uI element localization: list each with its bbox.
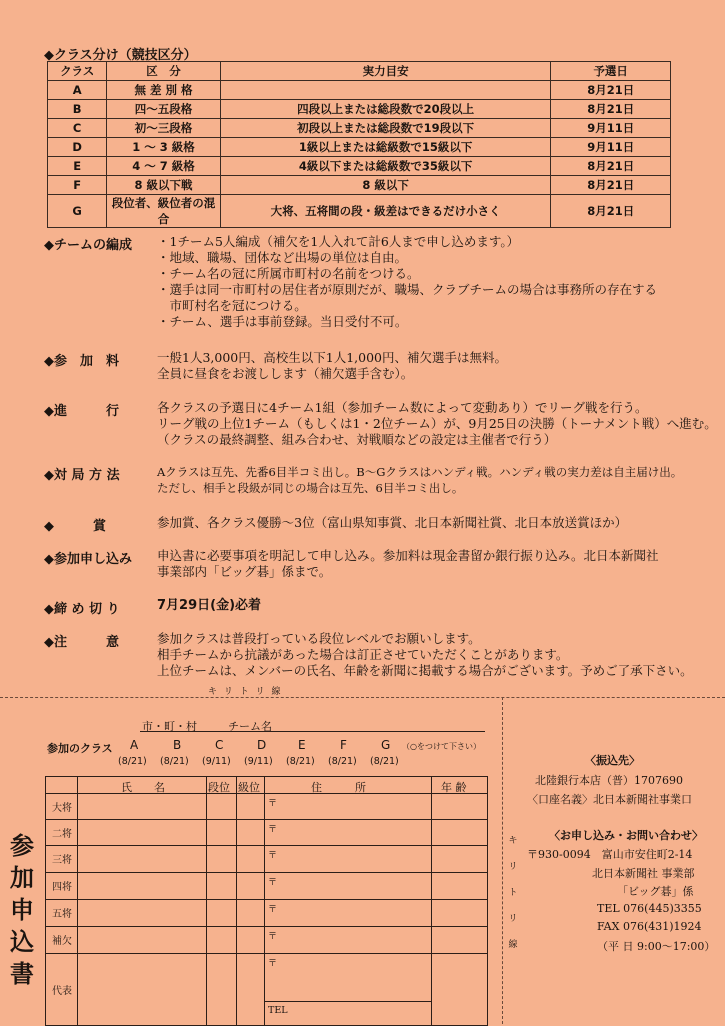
entry-address-field[interactable] (264, 953, 431, 1025)
section-line: 参加クラスは普段打っている段位レベルでお願いします。 (157, 631, 481, 646)
postal-mark-icon: 〒 (268, 851, 278, 861)
table-row (48, 157, 671, 176)
header-age: 年 齢 (441, 781, 467, 794)
table-cell: 無 差 別 格 (107, 81, 221, 100)
section-body-team (157, 234, 657, 330)
entry-kyu-field[interactable] (236, 819, 264, 845)
cut-label-char: ト (508, 888, 518, 898)
table-cell: 4 〜 7 級格 (107, 157, 221, 176)
entry-dan-field[interactable] (206, 845, 236, 872)
form-title-char: 書 (10, 959, 34, 988)
class-select-label: 参加のクラス (47, 742, 113, 755)
entry-age-field[interactable] (431, 926, 487, 953)
entry-form-grid (45, 776, 488, 1026)
section-body-method (157, 464, 682, 496)
table-cell: E (48, 157, 107, 176)
table-header-cell: 実力目安 (220, 62, 551, 81)
postal-mark-icon: 〒 (268, 932, 278, 942)
cut-label-vertical (508, 828, 518, 958)
section-body-apply (157, 548, 659, 580)
table-cell: 1級以上または総級数で15級以下 (220, 138, 551, 157)
tel-label: TEL (268, 1005, 288, 1016)
cut-label-char: 線 (508, 940, 518, 950)
section-line: ・1チーム5人編成（補欠を1人入れて計6人まで申し込めます。） (157, 234, 520, 249)
form-title-char: 参 (10, 831, 34, 860)
table-cell: 8月21日 (551, 157, 671, 176)
section-line: 各クラスの予選日に4チーム1組（参加チーム数によって変動あり）でリーグ戦を行う。 (157, 400, 648, 415)
section-body-notes (157, 631, 693, 679)
section-label-prize: ◆ 賞 (44, 519, 106, 534)
class-option-b[interactable]: B (173, 738, 182, 752)
table-cell: 9月11日 (551, 119, 671, 138)
table-cell: 8月21日 (551, 195, 671, 228)
entry-address-field[interactable] (264, 899, 431, 926)
class-date-b: (8/21) (160, 756, 189, 767)
section-body-fee (157, 350, 507, 382)
entry-kyu-field[interactable] (236, 845, 264, 872)
entry-age-field[interactable] (431, 872, 487, 899)
table-cell: C (48, 119, 107, 138)
section-label-progress: ◆進 行 (44, 404, 119, 419)
postal-mark-icon: 〒 (268, 825, 278, 835)
form-title-char: 込 (10, 927, 34, 956)
table-row (48, 195, 671, 228)
table-cell: 四〜五段格 (107, 100, 221, 119)
section-label-team: ◆チームの編成 (44, 238, 132, 253)
class-choices (118, 738, 518, 768)
section-label-fee: ◆参 加 料 (44, 354, 119, 369)
cut-line-horizontal (0, 697, 725, 698)
row-label: 五将 (52, 909, 72, 920)
table-cell: F (48, 176, 107, 195)
entry-dan-field[interactable] (206, 899, 236, 926)
entry-dan-field[interactable] (206, 926, 236, 953)
table-cell: A (48, 81, 107, 100)
table-row (48, 81, 671, 100)
table-cell: 段位者、級位者の混合 (107, 195, 221, 228)
entry-name-field[interactable] (77, 899, 206, 926)
postal-mark-icon: 〒 (268, 905, 278, 915)
table-cell: B (48, 100, 107, 119)
entry-kyu-field[interactable] (236, 953, 264, 1025)
entry-address-field[interactable] (264, 793, 431, 819)
header-kyu: 級位 (238, 781, 260, 794)
section-line: ・チーム、選手は事前登録。当日受付不可。 (157, 314, 408, 329)
section-line: 上位チームは、メンバーの氏名、年齢を新聞に掲載する場合がございます。予めご了承下さい。 (157, 663, 693, 678)
class-option-f[interactable]: F (340, 738, 347, 752)
header-name: 氏 名 (121, 781, 165, 794)
row-label: 代表 (52, 986, 72, 997)
table-cell: 初〜三段格 (107, 119, 221, 138)
class-section-title: ◆クラス分け（競技区分） (44, 48, 197, 63)
section-line: ・チーム名の冠に所属市町村の名前をつける。 (157, 266, 420, 281)
row-label: 二将 (52, 829, 72, 840)
table-row (48, 176, 671, 195)
entry-age-field[interactable] (431, 845, 487, 872)
form-title-char: 申 (10, 895, 34, 924)
section-line: 市町村名を冠につける。 (157, 298, 307, 313)
table-cell: G (48, 195, 107, 228)
section-label-deadline: ◆締 め 切 り (44, 602, 120, 617)
class-option-g[interactable]: G (381, 738, 391, 752)
postal-mark-icon: 〒 (268, 799, 278, 809)
entry-dan-field[interactable] (206, 953, 236, 1025)
section-line: （クラスの最終調整、組み合わせ、対戦順などの設定は主催者で行う） (157, 432, 557, 447)
entry-address-field[interactable] (264, 819, 431, 845)
entry-name-field[interactable] (77, 793, 206, 819)
entry-dan-field[interactable] (206, 793, 236, 819)
circle-note: （○をつけて下さい） (402, 742, 481, 751)
entry-address-field[interactable] (264, 872, 431, 899)
entry-name-field[interactable] (77, 819, 206, 845)
contact-desk: 「ビッグ碁」係 (617, 885, 694, 898)
cut-label-char: キ (508, 836, 518, 846)
header-dan: 段位 (208, 781, 230, 794)
table-cell: 初段以上または総段数で19段以下 (220, 119, 551, 138)
class-date-c: (9/11) (202, 756, 231, 767)
section-line: 申込書に必要事項を明記して申し込み。参加料は現金書留か銀行振り込み。北日本新聞社 (157, 548, 659, 563)
class-option-a[interactable]: A (130, 738, 139, 752)
class-option-e[interactable]: E (298, 738, 306, 752)
entry-age-field[interactable] (431, 819, 487, 845)
entry-kyu-field[interactable] (236, 899, 264, 926)
section-line: ただし、相手と段級が同じの場合は互先、6目半コミ出し。 (157, 481, 464, 495)
class-option-c[interactable]: C (215, 738, 224, 752)
section-line: 相手チームから抗議があった場合は訂正させていただくことがあります。 (157, 647, 569, 662)
section-body-prize (157, 515, 627, 531)
payment-bank: 北陸銀行本店（普）1707690 (535, 774, 683, 787)
cut-label: キ リ ト リ 線 (208, 687, 283, 697)
entry-address-field[interactable] (264, 926, 431, 953)
entry-age-field[interactable] (431, 899, 487, 926)
table-cell (220, 81, 551, 100)
section-line: Aクラスは互先、先番6目半コミ出し。B〜Gクラスはハンディ戦。ハンディ戦の実力差は自主届け出。 (157, 465, 683, 479)
entry-kyu-field[interactable] (236, 793, 264, 819)
table-cell: 8 級以下 (220, 176, 551, 195)
contact-fax: FAX 076(431)1924 (597, 920, 702, 933)
table-cell: 1 〜 3 級格 (107, 138, 221, 157)
entry-age-field[interactable] (431, 953, 487, 1025)
table-cell: 9月11日 (551, 138, 671, 157)
city-label: 市・町・村 (142, 720, 197, 733)
section-line: リーグ戦の上位1チーム（もしくは1・2位チーム）が、9月25日の決勝（トーナメント戦）へ進む。 (157, 416, 717, 431)
entry-address-field[interactable] (264, 845, 431, 872)
table-header-cell: 区 分 (107, 62, 221, 81)
row-label: 四将 (52, 882, 72, 893)
section-line: ・選手は同一市町村の居住者が原則だが、職場、クラブチームの場合は事務所の存在する (157, 282, 658, 297)
table-cell: 8月21日 (551, 176, 671, 195)
team-name-label: チーム名 (228, 720, 272, 733)
postal-mark-icon: 〒 (268, 878, 278, 888)
entry-name-field[interactable] (77, 845, 206, 872)
form-title-char: 加 (10, 863, 34, 892)
class-date-e: (8/21) (286, 756, 315, 767)
entry-name-field[interactable] (77, 872, 206, 899)
entry-kyu-field[interactable] (236, 926, 264, 953)
class-date-g: (8/21) (370, 756, 399, 767)
entry-dan-field[interactable] (206, 872, 236, 899)
section-label-notes: ◆注 意 (44, 635, 119, 650)
payment-title: 〈振込先〉 (585, 754, 640, 767)
class-date-d: (9/11) (244, 756, 273, 767)
table-row (48, 100, 671, 119)
table-cell: 四段以上または総段数で20段以上 (220, 100, 551, 119)
class-date-a: (8/21) (118, 756, 147, 767)
header-address: 住 所 (311, 781, 366, 794)
contact-hours: （平 日 9:00〜17:00） (597, 940, 716, 953)
table-cell: 8月21日 (551, 100, 671, 119)
section-label-apply: ◆参加申し込み (44, 552, 132, 567)
contact-org: 北日本新聞社 事業部 (592, 867, 695, 880)
tel-divider (264, 1001, 431, 1002)
section-line: 参加賞、各クラス優勝〜3位（富山県知事賞、北日本新聞社賞、北日本放送賞ほか） (157, 515, 628, 530)
section-label-method: ◆対 局 方 法 (44, 468, 120, 483)
section-body-deadline (157, 598, 261, 614)
class-option-d[interactable]: D (257, 738, 267, 752)
row-label: 大将 (52, 803, 72, 814)
section-line: ・地域、職場、団体など出場の単位は自由。 (157, 250, 408, 265)
table-cell: 4級以下または総級数で35級以下 (220, 157, 551, 176)
entry-name-field[interactable] (77, 926, 206, 953)
cut-label-char: リ (508, 914, 518, 924)
row-label: 三将 (52, 855, 72, 866)
payment-account-name: 〈口座名義〉北日本新聞社事業口 (527, 793, 692, 806)
table-cell: D (48, 138, 107, 157)
entry-kyu-field[interactable] (236, 872, 264, 899)
section-line: 7月29日(金)必着 (157, 598, 262, 613)
table-cell: 8月21日 (551, 81, 671, 100)
entry-name-field[interactable] (77, 953, 206, 1025)
section-body-progress (157, 400, 717, 448)
section-line: 全員に昼食をお渡しします（補欠選手含む）。 (157, 366, 414, 381)
class-table-header (48, 62, 671, 81)
contact-title: 〈お申し込み・お問い合わせ〉 (549, 829, 703, 842)
contact-tel: TEL 076(445)3355 (597, 902, 702, 915)
table-cell: 8 級以下戦 (107, 176, 221, 195)
entry-dan-field[interactable] (206, 819, 236, 845)
postal-mark-icon: 〒 (268, 959, 278, 969)
entry-age-field[interactable] (431, 793, 487, 819)
team-name-line (140, 731, 485, 732)
table-header-cell: 予選日 (551, 62, 671, 81)
class-table (47, 61, 671, 228)
class-date-f: (8/21) (328, 756, 357, 767)
table-row (48, 138, 671, 157)
table-cell: 大将、五将間の段・級差はできるだけ小さく (220, 195, 551, 228)
section-line: 事業部内「ビッグ碁」係まで。 (157, 564, 332, 579)
row-label: 補欠 (52, 936, 72, 947)
cut-label-char: リ (508, 862, 518, 872)
table-header-cell: クラス (48, 62, 107, 81)
section-line: 一般1人3,000円、高校生以下1人1,000円、補欠選手は無料。 (157, 350, 507, 365)
table-row (48, 119, 671, 138)
contact-address: 〒930-0094 富山市安住町2-14 (527, 848, 693, 861)
